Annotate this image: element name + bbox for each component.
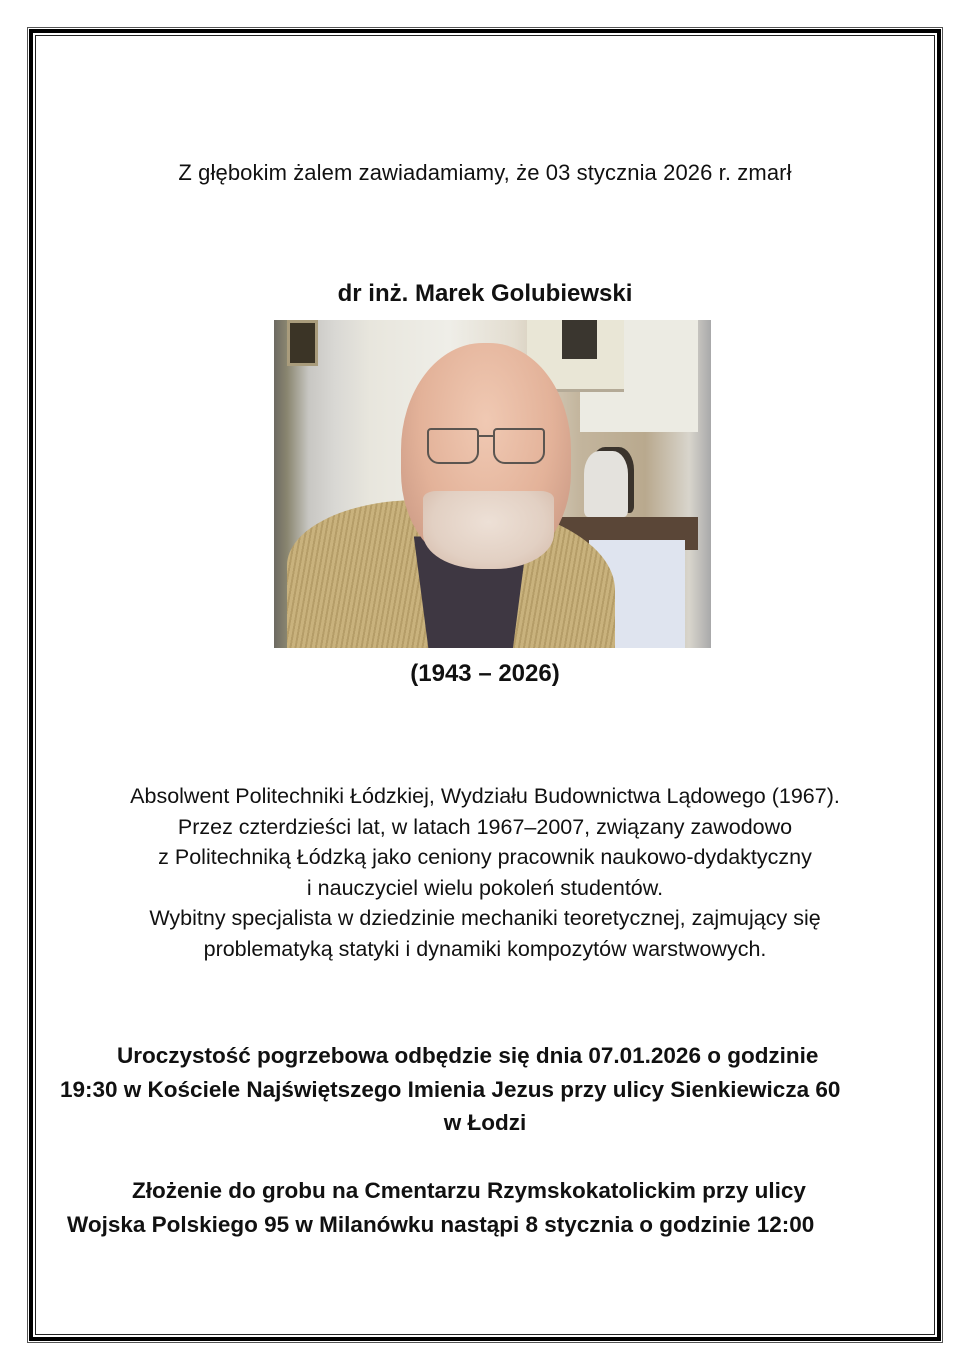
biography-line: i nauczyciel wielu pokoleń studentów. <box>306 875 664 900</box>
burial-line: Złożenie do grobu na Cmentarzu Rzymskokatolickim przy ulicy <box>132 1178 806 1203</box>
biography <box>0 781 970 964</box>
photo-glasses-right-lens <box>493 428 545 464</box>
life-years: (1943 – 2026) <box>410 660 560 687</box>
deceased-name: dr inż. Marek Golubiewski <box>337 280 633 307</box>
funeral-line: 19:30 w Kościele Najświętszego Imienia Jezus przy ulicy Sienkiewicza 60 <box>60 1076 841 1102</box>
photo-microwave-window <box>562 320 597 359</box>
photo-glasses-bridge <box>477 435 494 437</box>
biography-line: Przez czterdzieści lat, w latach 1967–2007, związany zawodowo <box>177 814 793 839</box>
portrait-photo <box>274 320 711 648</box>
burial-line: Wojska Polskiego 95 w Milanówku nastąpi 8 stycznia o godzinie 12:00 <box>67 1211 815 1237</box>
photo-kettle <box>584 451 628 517</box>
biography-line: z Politechniką Łódzką jako ceniony pracownik naukowo-dydaktyczny <box>158 845 812 869</box>
funeral-line: w Łodzi <box>443 1110 527 1135</box>
photo-beard <box>423 491 554 570</box>
photo-glasses-left-lens <box>427 428 479 464</box>
biography-line: Wybitny specjalista w dziedzinie mechaniki teoretycznej, zajmujący się <box>149 906 821 930</box>
biography-line: Absolwent Politechniki Łódzkiej, Wydziału Budownictwa Lądowego (1967). <box>130 784 840 808</box>
funeral-line: Uroczystość pogrzebowa odbędzie się dnia 07.01.2026 o godzinie <box>117 1043 819 1068</box>
photo-wall-picture <box>287 320 318 366</box>
biography-line: problematyką statyki i dynamiki kompozytów warstwowych. <box>203 936 767 961</box>
announcement-intro: Z głębokim żalem zawiadamiamy, że 03 stycznia 2026 r. zmarł <box>178 160 792 185</box>
